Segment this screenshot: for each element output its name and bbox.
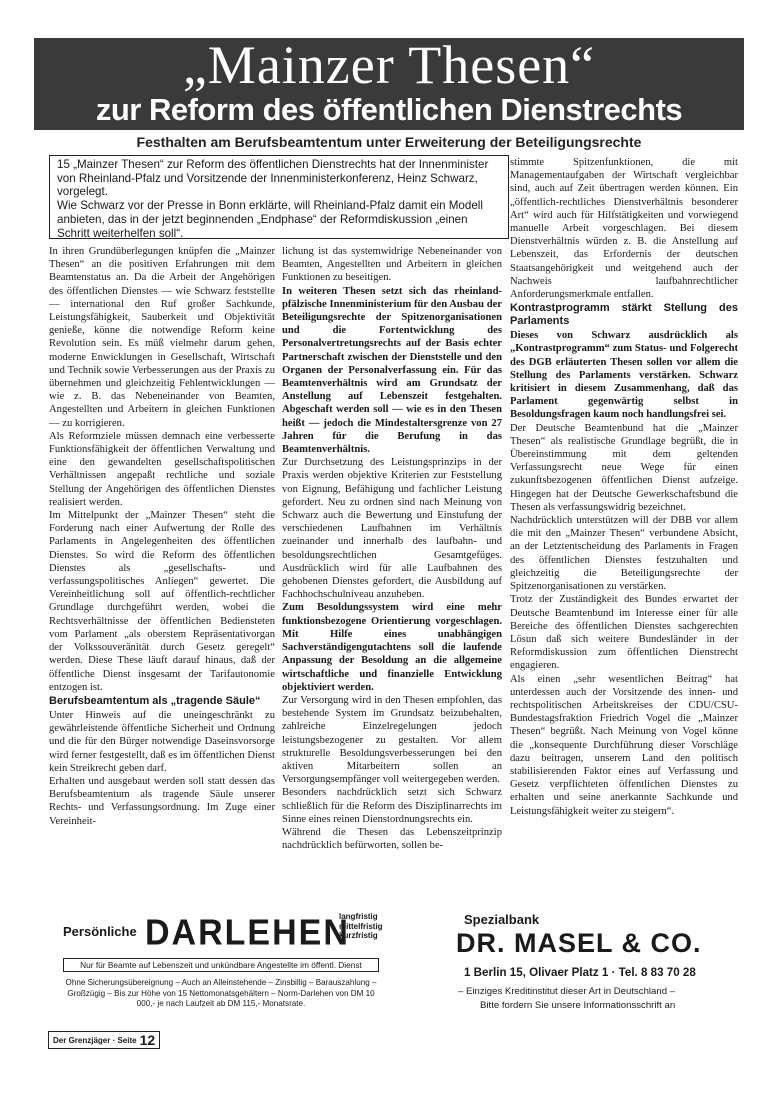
article-paragraph: Im Mittelpunkt der „Mainzer Thesen“ steht die Forderung nach einer Aufwertung der Rolle des Parlaments in Angelegenheiten des öffentlichen Dienstes. So wird die Reform des öffentlichen Dienstes als „gesellschafts- und verfassungspolitisches Anliegen“ gewertet. Die Vereinheitlichung soll auf öffentlich-rechtlicher Grundlage durchgeführt werden, wobei die Rechtsverhältnisse der öffentlichen Bediensteten vom Parlament „als oberstem Repräsentativorgan der Volkssouveränität durch Gesetz geregelt“ werden. Diese These läuft darauf hinaus, daß der öffentliche Dienst insgesamt der Tarifautonomie entzogen ist. [49,510,275,693]
article-paragraph: Als einen „sehr wesentlichen Beitrag“ hat unterdessen auch der Vorsitzende des innen- und rechtspolitischen Arbeitskreises der CDU/CSU-Bundestagsfraktion Friedrich Vogel die „Mainzer Thesen“ begrüßt. Nach Meinung von Vogel könne die „konsequente Durchführung dieser Vorschläge dazu beitragen, unserem Land den politisch stabilisierenden Faktor eines auf Verfassung und Gesetz verpflichteten öffentlichen Dienstes zu erhalten und seine anerkannte Sachkunde und Leistungsfähigkeit weiter zu steigern“. [510,673,738,817]
title-line-2: zur Reform des öffentlichen Dienstrechts [95,92,683,127]
article-paragraph: stimmte Spitzenfunktionen, die mit Managementaufgaben der Wirtschaft vergleichbar sind, auch auf Zeit übertragen werden können. Ein „öffentlich-rechtliches Dienstverhältnis besonderer Art“ wird auch für Hilfstätigkeiten und vorwiegend manuelle Arbeit vorgeschlagen. Bei diesem Dienstverhältnis würden z. B. die Anstellung auf Lebenszeit, das Erfordernis der deutschen Staatsangehörigkeit und weitgehend auch der Nachweis laufbahnrechtlicher Anforderungsmerkmale entfallen. [510,157,738,301]
ad-term: kurzfristig [339,931,378,940]
article-paragraph: Nachdrücklich unterstützen will der DBB vor allem die mit den „Mainzer Thesen“ verbundene Absicht, an der Letztentscheidung des Parlaments in Fragen des öffentlichen Dienstes festzuhalten und gleichzeitig die Beteiligungsrechte der Spitzenorganisationen zu verstärken. [510,515,738,593]
page-footer [48,1031,160,1049]
ad-firm-name: DR. MASEL & CO. [456,928,702,958]
page-number: 12 [139,1032,156,1048]
intro-paragraph: 15 „Mainzer Thesen“ zur Reform des öffentlichen Dienstrechts hat der Innenminister von Rheinland-Pfalz und Vorsitzende der Innenministerkonferenz, Heinz Schwarz, vorgelegt. [57,158,489,199]
ad-loan-block [49,904,394,1034]
ad-fine-print: Ohne Sicherungsübereignung – Auch an Alleinstehende – Zinsbillig – Barauszahlung – Großzügig – Bis zur Höhe von 15 Nettomonatsgehältern – Norm-Darlehen von DM 10 000,- je nach Laufzeit ab DM 115,- Monatsrate. [65,978,377,1008]
ad-term: langfristig [339,912,378,921]
section-heading: Berufsbeamtentum als „tragende Säule“ [49,694,261,707]
article-paragraph: Zur Versorgung wird in den Thesen empfohlen, das bestehende System im Grundsatz beizubehalten, zahlreiche Einzelregelungen jedoch leistungsbezogener zu gestalten. Vor allem strukturelle Besoldungsverbesserungen bei den aktiven Mitarbeitern sollen an Versorgungsempfänger voll weitergegeben werden. [282,694,502,786]
column-1 [49,245,275,828]
article-paragraph: Dieses von Schwarz ausdrücklich als „Kontrastprogramm“ zum Status- und Folgerecht des DGB erläuterten Thesen sollen vor allem die Stellung des Parlaments verstärken. Schwarz kritisiert in diesem Zusammenhang, daß das Parlament gegenwärtig selbst in Besoldungsfragen kaum noch handlungsfrei sei. [510,330,738,421]
article-paragraph: Während die Thesen das Lebenszeitprinzip nachdrücklich befürworten, sollen be- [282,826,502,852]
article-paragraph: Erhalten und ausgebaut werden soll statt dessen das Berufsbeamtentum als tragende Säule unserer Rechts- und Verfassungsordnung. Im Zuge einer Vereinheit- [49,775,275,827]
ad-notice: Nur für Beamte auf Lebenszeit und unkündbare Angestellte im öffentl. Dienst [63,958,379,972]
article-paragraph: Der Deutsche Beamtenbund hat die „Mainzer Thesen“ als realistische Grundlage begrüßt, die in Übereinstimmung mit dem geltenden Verfassungsrecht neue Wege für einen zukunftsbezogenen öffentlichen Dienst aufzeige. Hingegen hat der Deutsche Gewerkschaftsbund die Thesen als verfassungswidrig bezeichnet. [510,422,738,513]
section-heading: Kontrastprogramm stärkt Stellung des Parlaments [510,302,738,328]
page [34,38,744,1078]
ad-label: Persönliche [63,924,137,939]
ad-term: mittelfristig [339,921,383,931]
ad-headline: DARLEHEN [145,913,350,953]
article-paragraph: Besonders nachdrücklich setzt sich Schwarz schließlich für die Reform des Disziplinarrechts im Sinne eines reinen Dienstordnungsrechts ein. [282,787,502,825]
article-paragraph: In ihren Grundüberlegungen knüpfen die „Mainzer Thesen“ an die positiven Erfahrungen mit dem Beamtenstatus an. Da die Arbeit der Angehörigen des öffentlichen Dienstes — wie Schwarz feststellte — international den Ruf großer Sachkunde, Leistungsfähigkeit, Sauberkeit und Objektivität genieße, könne die notwendige Reform keine Revolution sein. Es müß vielmehr darum gehen, moderne Enwicklungen in Gesellschaft, Wirtschaft und Technik sowie Verbesserungen aus der Praxis zu übernehmen und gleichzeitig Fehlentwicklungen — wie z. B. das Nebeneinander von Beamten, Angestellten und Arbeitern in gleichen Funktionen — zu korrigieren. [49,246,275,429]
article-paragraph: Zum Besoldungssystem wird eine mehr funktionsbezogene Orientierung vorgeschlagen. Mit Hilfe eines unabhängigen Sachverständigengutachtens soll die laufende Anpassung der Besoldung an die allgemeine wirtschaftliche und finanzielle Entwicklung objektiviert werden. [282,602,502,693]
article-paragraph: In weiteren Thesen setzt sich das rheinland-pfälzische Innenministerium für den Ausbau der Beteiligungsrechte der Spitzenorganisationen und die Fortentwicklung des Personalvertretungsrechts auf der Basis echter Partnerschaft zwischen der Dienststelle und den Organen der Personalverfassung ein. Für das Beamtenverhältnis wird am Grundsatz der Anstellung auf Lebenszeit festgehalten. Abgeschaft werden soll — wie es in den Thesen heißt — jedoch die Mindestaltersgrenze von 27 Jahren für die Berufung in das Beamtenverhältnis. [282,285,502,456]
advertisement [49,904,742,1034]
intro-paragraph: Wie Schwarz vor der Presse in Bonn erklärte, will Rheinland-Pfalz damit ein Modell anbieten, das in der jetzt beginnenden „Endphase“ der Reformdiskussion „einen Schritt weiterhelfen soll“. [57,199,483,240]
title-line-1: „Mainzer Thesen“ [182,38,596,95]
article-paragraph: Zur Durchsetzung des Leistungsprinzips in der Praxis werden objektive Kriterien zur Feststellung von Eignung, Befähigung und fachlicher Leistung gefordert. Neu zu ordnen sind nach Meinung von Schwarz auch die Bewertung und Einstufung der verschiedenen Laufbahnen im Verhältnis zueinander und innerhalb des laufbahn- und besoldungsrechtlichen Gesamtgefüges. Ausdrücklich wird für alle Laufbahnen des gehobenen Dienstes gefordert, die Ausbildung auf Fachhochschulniveau anzuheben. [282,457,502,601]
magazine-name: Der Grenzjäger · Seite [53,1035,137,1045]
ad-bank-block [434,904,734,1034]
masthead [34,38,744,130]
article-paragraph: lichung ist das systemwidrige Nebeneinander von Beamten, Angestellten und Arbeitern in gleichen Funktionen zu beseitigen. [282,246,502,284]
column-3 [510,156,738,818]
intro-box [49,155,509,239]
subtitle: Festhalten am Berufsbeamtentum unter Erweiterung der Beteiligungsrechte [136,134,642,150]
article-paragraph: Als Reformziele müssen demnach eine verbesserte Funktionsfähigkeit der öffentlichen Verwaltung und eine den gewandelten gesellschaftspolitischen Verhältnissen angepaßt rechtliche und soziale Stellung der Angehörigen des öffentlichen Dienstes realisiert werden. [49,430,275,508]
ad-terms [339,912,383,941]
article-paragraph: Unter Hinweis auf die uneingeschränkt zu gewährleistende öffentliche Sicherheit und Ordnung und die für den Bürger notwendige Daseinsvorsorge wird ferner festgestellt, daß es im öffentlichen Dienst kein Streikrecht geben darf. [49,709,275,774]
ad-bank-label: Spezialbank [464,912,540,927]
ad-extra-line: Bitte fordern Sie unsere Informationsschrift an [480,1000,676,1011]
ad-address: 1 Berlin 15, Olivaer Platz 1 · Tel. 8 83 70 28 [464,966,696,979]
article-paragraph: Trotz der Zuständigkeit des Bundes erwartet der Deutsche Beamtenbund im Interesse einer für alle Bereiche des öffentlichen Dienstes sachgerechten Lösun daß sich weitere Bundesländer in der Reformdiskussion zum öffentlichen Dienstrecht engagieren. [510,594,738,672]
ad-extra-line: – Einziges Kreditinstitut dieser Art in Deutschland – [458,986,676,997]
column-2 [282,245,502,852]
